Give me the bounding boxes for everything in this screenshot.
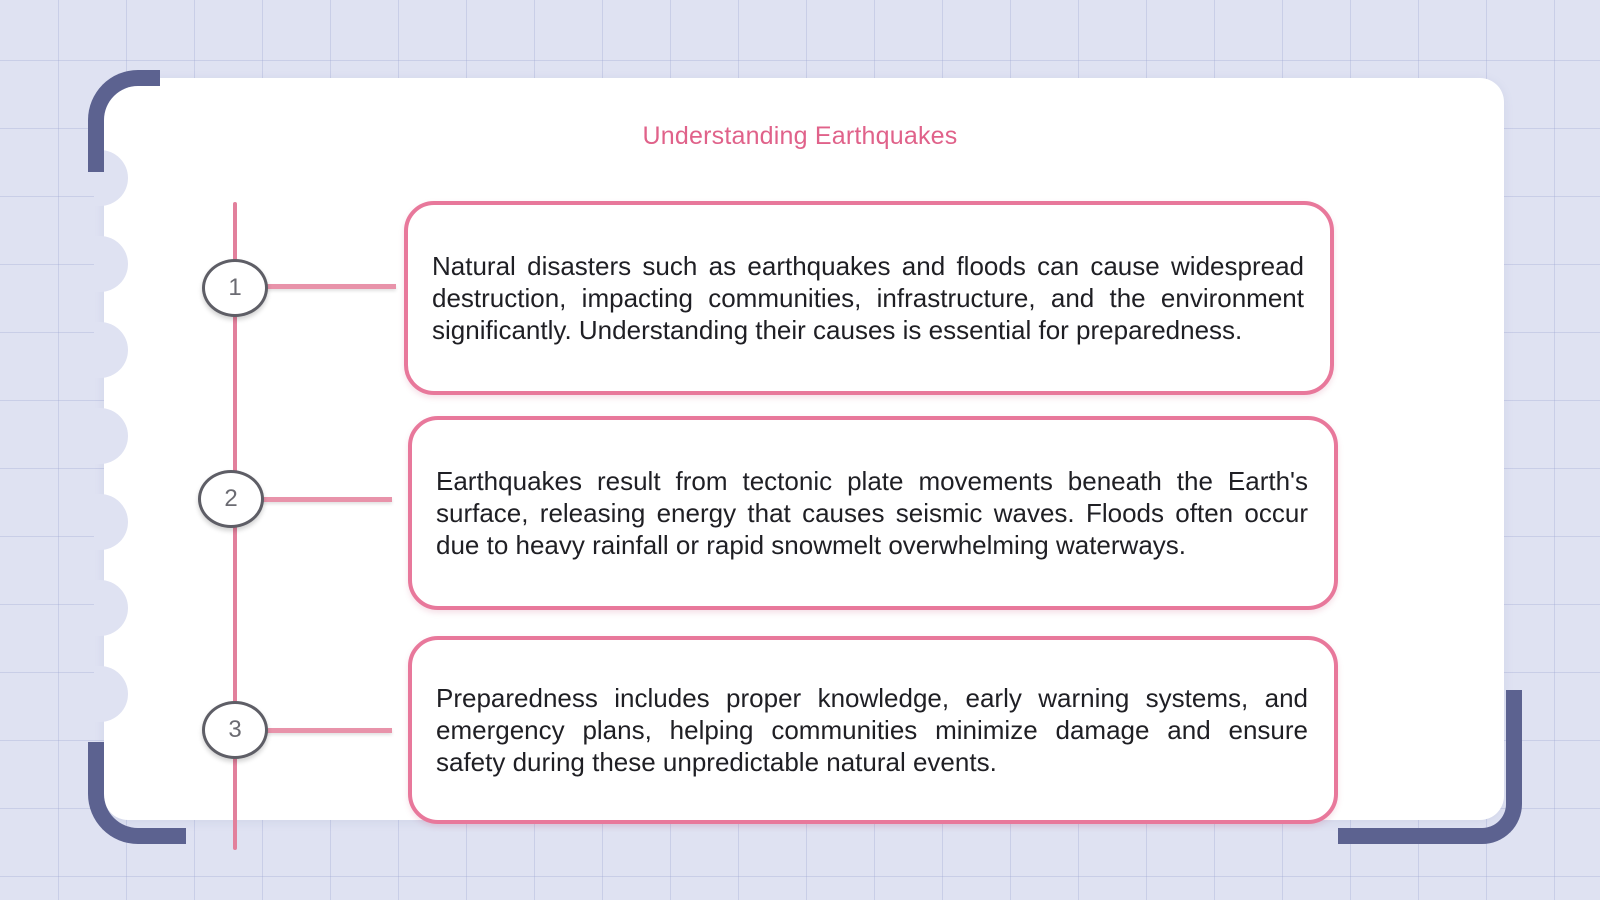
step-text: Natural disasters such as earthquakes and floods can cause widespread destruction, impacting communities, infrastructure, and the environment significantly. Understanding their causes is essential for preparedness.: [432, 251, 1304, 345]
step-number: 3: [228, 716, 242, 743]
step-text: Preparedness includes proper knowledge, early warning systems, and emergency plans, helping communities minimize damage and ensure safety during these unpredictable natural events.: [436, 683, 1308, 777]
step-card-1: [404, 201, 1334, 395]
step-marker-1: [202, 259, 268, 317]
slide-title: Understanding Earthquakes: [642, 122, 958, 150]
timeline-connector: [266, 284, 396, 289]
step-card-3: [408, 636, 1338, 824]
step-number: 1: [228, 274, 242, 301]
corner-bracket-bottom-right: [1338, 690, 1522, 844]
corner-bracket-top-left: [88, 70, 160, 172]
timeline-connector: [262, 497, 392, 502]
corner-bracket-bottom-left: [88, 742, 186, 844]
timeline-connector: [266, 728, 392, 733]
step-number: 2: [224, 485, 238, 512]
step-marker-2: [198, 470, 264, 528]
step-card-2: [408, 416, 1338, 610]
step-text: Earthquakes result from tectonic plate movements beneath the Earth's surface, releasing energy that causes seismic waves. Floods often occur due to heavy rainfall or rapid snowmelt overwhelming waterways.: [436, 466, 1308, 560]
step-marker-3: [202, 701, 268, 759]
